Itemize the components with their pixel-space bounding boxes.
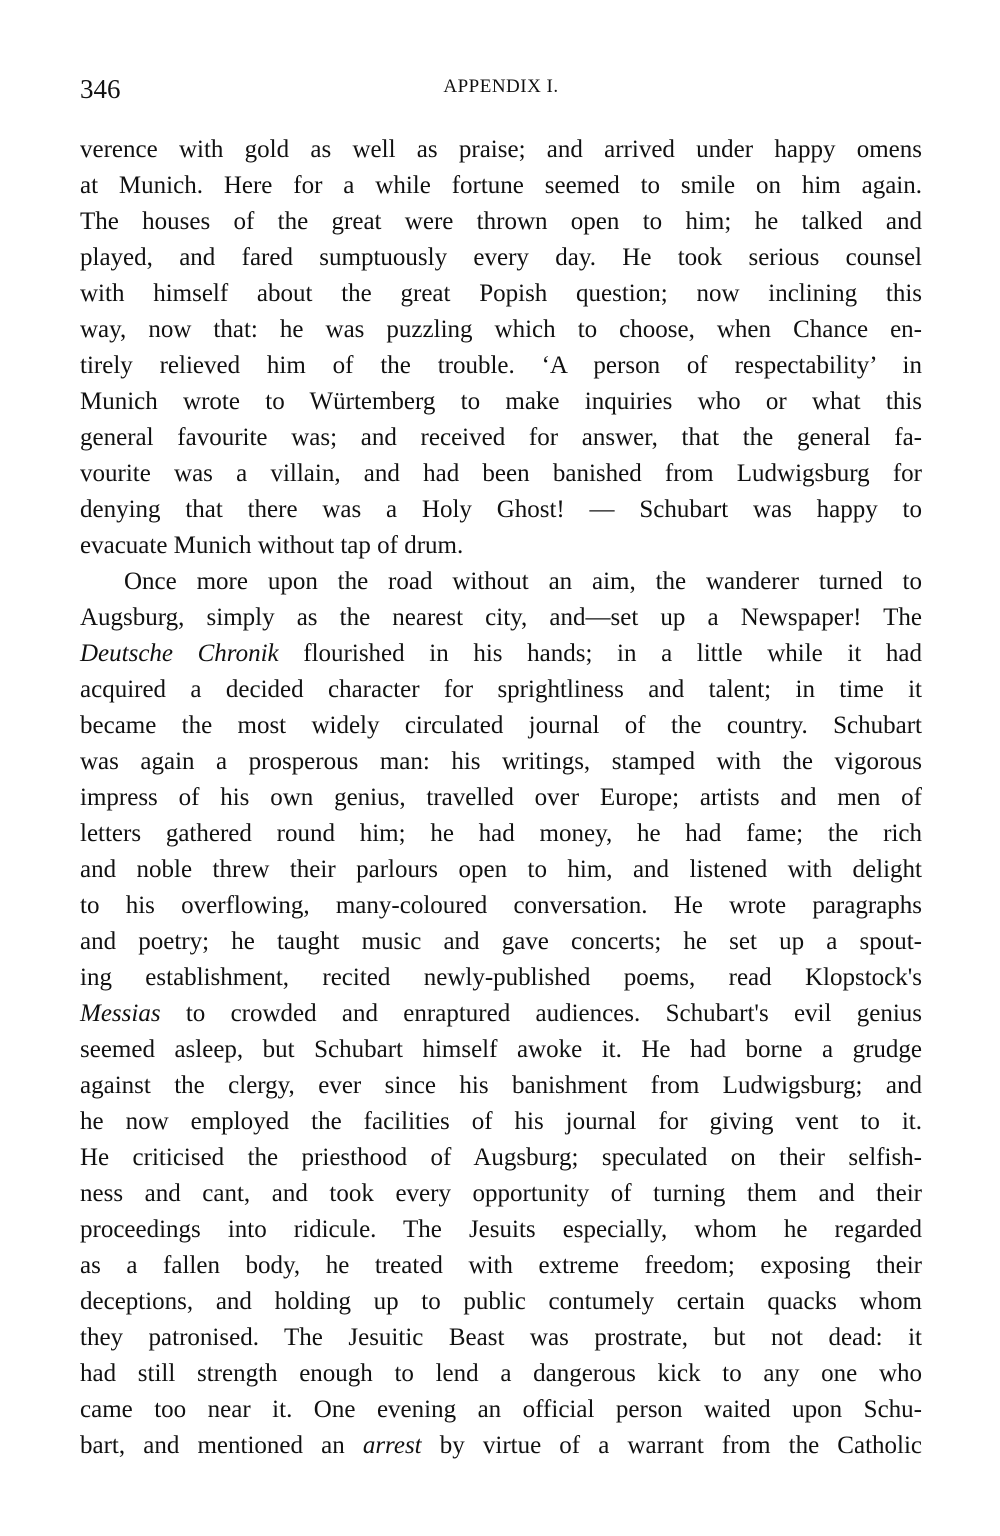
running-title: APPENDIX I. <box>443 76 559 97</box>
text-segment: ing establishment, recited newly-published poems, read Klopstock's <box>80 964 922 991</box>
text-segment: letters gathered round him; he had money, he had fame; the rich <box>80 820 922 847</box>
page-header <box>80 74 922 108</box>
text-segment: He criticised the priesthood of Augsburg; speculated on their selfish- <box>80 1144 922 1171</box>
text-line <box>80 1212 922 1248</box>
text-segment: by virtue of a warrant from the Catholic <box>421 1432 923 1459</box>
paragraph <box>80 132 922 564</box>
text-segment: and noble threw their parlours open to him, and listened with delight <box>80 856 922 883</box>
text-line <box>80 636 922 672</box>
text-segment: bart, and mentioned an <box>80 1432 363 1459</box>
text-line <box>80 888 922 924</box>
text-segment: had still strength enough to lend a dangerous kick to any one who <box>80 1360 922 1387</box>
text-segment: and poetry; he taught music and gave concerts; he set up a spout- <box>80 928 922 955</box>
text-segment: against the clergy, ever since his banishment from Ludwigsburg; and <box>80 1072 922 1099</box>
text-segment: general favourite was; and received for answer, that the general fa- <box>80 424 922 451</box>
text-segment: Augsburg, simply as the nearest city, and—set up a Newspaper! The <box>80 604 922 631</box>
text-line <box>80 708 922 744</box>
text-line <box>80 168 922 204</box>
text-segment: seemed asleep, but Schubart himself awoke it. He had borne a grudge <box>80 1036 922 1063</box>
text-segment: Munich wrote to Würtemberg to make inquiries who or what this <box>80 388 922 415</box>
italic-text: arrest <box>362 1432 422 1459</box>
italic-text: Messias <box>80 1000 161 1027</box>
text-segment: vourite was a villain, and had been banished from Ludwigsburg for <box>80 460 922 487</box>
paragraph <box>80 564 922 1464</box>
text-line <box>80 312 922 348</box>
text-segment: he now employed the facilities of his journal for giving vent to it. <box>80 1108 922 1135</box>
text-line <box>80 204 922 240</box>
text-line <box>80 132 922 168</box>
text-segment: proceedings into ridicule. The Jesuits especially, whom he regarded <box>80 1216 922 1243</box>
text-segment: ness and cant, and took every opportunity of turning them and their <box>80 1180 922 1207</box>
text-segment: flourished in his hands; in a little while it had <box>278 640 922 667</box>
text-line <box>80 240 922 276</box>
text-line <box>80 1284 922 1320</box>
text-line <box>80 924 922 960</box>
text-segment: impress of his own genius, travelled over Europe; artists and men of <box>80 784 922 811</box>
text-segment: way, now that: he was puzzling which to choose, when Chance en- <box>80 316 922 343</box>
text-segment: tirely relieved him of the trouble. ‘A person of respectability’ in <box>80 352 922 379</box>
text-line <box>80 1140 922 1176</box>
text-line <box>80 348 922 384</box>
text-segment: evacuate Munich without tap of drum. <box>80 532 464 559</box>
text-segment: The houses of the great were thrown open to him; he talked and <box>80 208 922 235</box>
text-segment: verence with gold as well as praise; and arrived under happy omens <box>80 136 922 163</box>
text-line <box>80 672 922 708</box>
text-segment: denying that there was a Holy Ghost! — Schubart was happy to <box>80 496 922 523</box>
text-line <box>80 996 922 1032</box>
text-line <box>80 528 922 564</box>
text-segment: they patronised. The Jesuitic Beast was prostrate, but not dead: it <box>80 1324 922 1351</box>
text-segment: played, and fared sumptuously every day. He took serious counsel <box>80 244 922 271</box>
page-body <box>80 132 922 1464</box>
text-line <box>80 1176 922 1212</box>
text-line <box>80 564 922 600</box>
text-segment: was again a prosperous man: his writings, stamped with the vigorous <box>80 748 922 775</box>
text-line <box>80 816 922 852</box>
text-line <box>80 384 922 420</box>
text-segment: acquired a decided character for sprightliness and talent; in time it <box>80 676 922 703</box>
page-number: 346 <box>80 74 121 104</box>
text-line <box>80 1068 922 1104</box>
text-line <box>80 852 922 888</box>
text-line <box>80 1248 922 1284</box>
text-segment: at Munich. Here for a while fortune seemed to smile on him again. <box>80 172 922 199</box>
text-segment: deceptions, and holding up to public contumely certain quacks whom <box>80 1288 922 1315</box>
text-line <box>80 1032 922 1068</box>
text-line <box>80 600 922 636</box>
text-segment: to crowded and enraptured audiences. Schubart's evil genius <box>160 1000 922 1027</box>
text-line <box>80 1320 922 1356</box>
text-line <box>80 456 922 492</box>
text-segment: became the most widely circulated journal of the country. Schubart <box>80 712 922 739</box>
text-segment: came too near it. One evening an official person waited upon Schu- <box>80 1396 922 1423</box>
text-segment: with himself about the great Popish question; now inclining this <box>80 280 922 307</box>
text-segment: as a fallen body, he treated with extreme freedom; exposing their <box>80 1252 922 1279</box>
text-segment: to his overflowing, many-coloured conversation. He wrote paragraphs <box>80 892 922 919</box>
text-line <box>80 960 922 996</box>
text-line <box>80 1428 922 1464</box>
text-line <box>80 1392 922 1428</box>
text-line <box>80 744 922 780</box>
text-line <box>80 1356 922 1392</box>
text-line <box>80 492 922 528</box>
text-line <box>80 780 922 816</box>
text-segment: Once more upon the road without an aim, the wanderer turned to <box>124 568 922 595</box>
text-line <box>80 276 922 312</box>
text-line <box>80 420 922 456</box>
italic-text: Deutsche Chronik <box>80 640 279 667</box>
text-line <box>80 1104 922 1140</box>
